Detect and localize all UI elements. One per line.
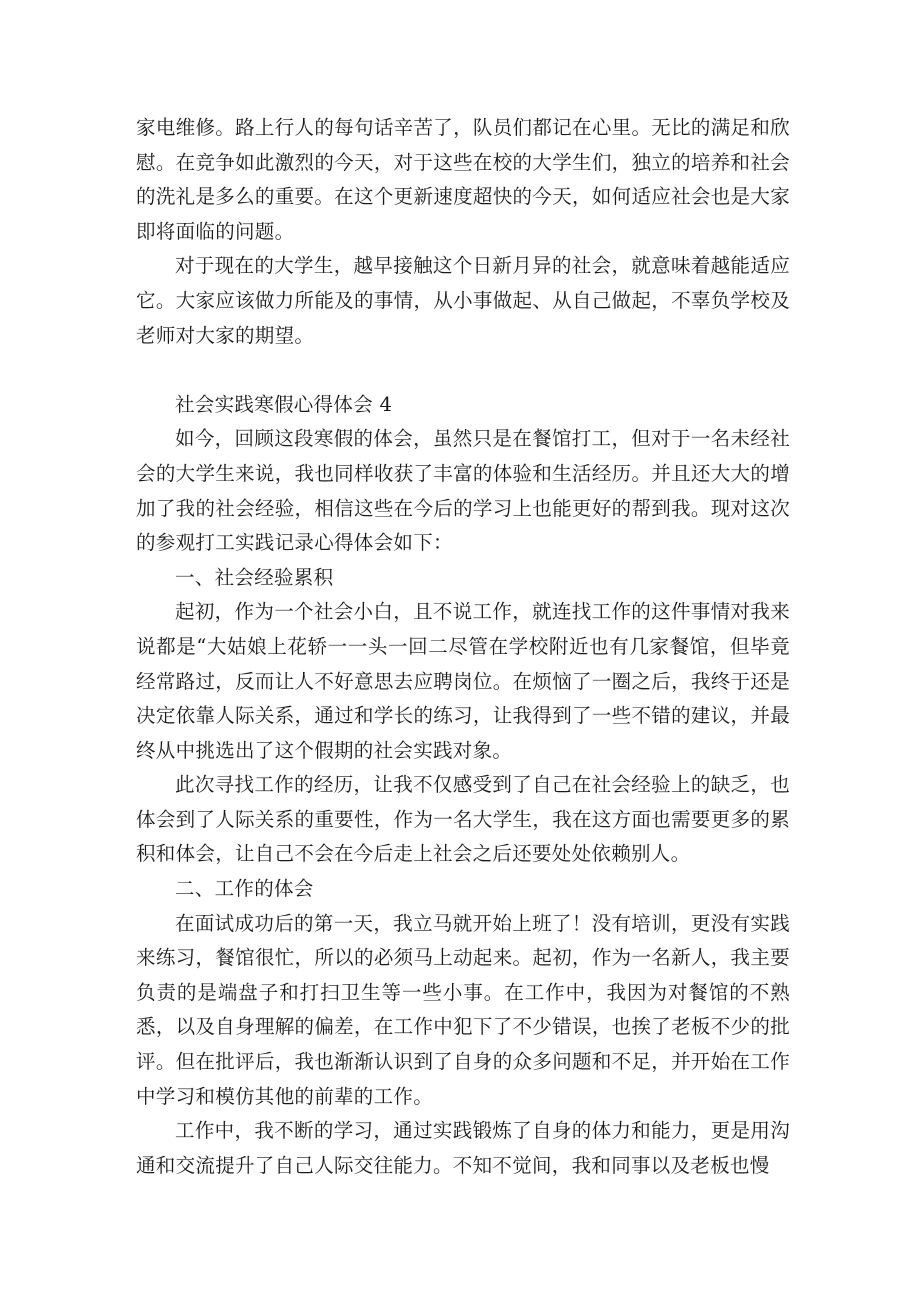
paragraph: 在面试成功后的第一天，我立马就开始上班了！没有培训，更没有实践来练习，餐馆很忙，所以的必须马上动起来。起初，作为一名新人，我主要负责的是端盘子和打扫卫生等一些小事。在工作中，我因为对餐馆的不熟悉，以及自身理解的偏差，在工作中犯下了不少错误，也挨了老板不少的批评。但在批评后，我也渐渐认识到了自身的众多问题和不足，并开始在工作中学习和模仿其他的前辈的工作。 — [136, 911, 790, 1108]
subheading: 二、工作的体会 — [175, 877, 314, 901]
section-title: 社会实践寒假心得体会 4 — [175, 392, 393, 416]
paragraph: 此次寻找工作的经历，让我不仅感受到了自己在社会经验上的缺乏，也体会到了人际关系的重要性，作为一名大学生，我在这方面也需要更多的累积和体会，让自己不会在今后走上社会之后还要处处依赖别人。 — [136, 773, 790, 866]
paragraph: 工作中，我不断的学习，通过实践锻炼了自身的体力和能力，更是用沟通和交流提升了自己人际交往能力。不知不觉间，我和同事以及老板也慢 — [136, 1119, 790, 1177]
subheading: 一、社会经验累积 — [175, 565, 334, 589]
paragraph: 如今，回顾这段寒假的体会，虽然只是在餐馆打工，但对于一名未经社会的大学生来说，我也同样收获了丰富的体验和生活经历。并且还大大的增加了我的社会经验，相信这些在今后的学习上也能更好的帮到我。现对这次的参观打工实践记录心得体会如下： — [136, 427, 790, 555]
document-body — [136, 111, 790, 1183]
paragraph: 起初，作为一个社会小白，且不说工作，就连找工作的这件事情对我来说都是“大姑娘上花轿一一头一回二尽管在学校附近也有几家餐馆，但毕竟经常路过，反而让人不好意思去应聘岗位。在烦恼了一圈之后，我终于还是决定依靠人际关系，通过和学长的练习，让我得到了一些不错的建议，并最终从中挑选出了这个假期的社会实践对象。 — [136, 600, 790, 762]
paragraph: 对于现在的大学生，越早接触这个日新月异的社会，就意味着越能适应它。大家应该做力所能及的事情，从小事做起、从自己做起，不辜负学校及老师对大家的期望。 — [136, 254, 790, 347]
paragraph-continued: 家电维修。路上行人的每句话辛苦了，队员们都记在心里。无比的满足和欣慰。在竞争如此激烈的今天，对于这些在校的大学生们，独立的培养和社会的洗礼是多么的重要。在这个更新速度超快的今天，如何适应社会也是大家即将面临的问题。 — [136, 116, 790, 243]
